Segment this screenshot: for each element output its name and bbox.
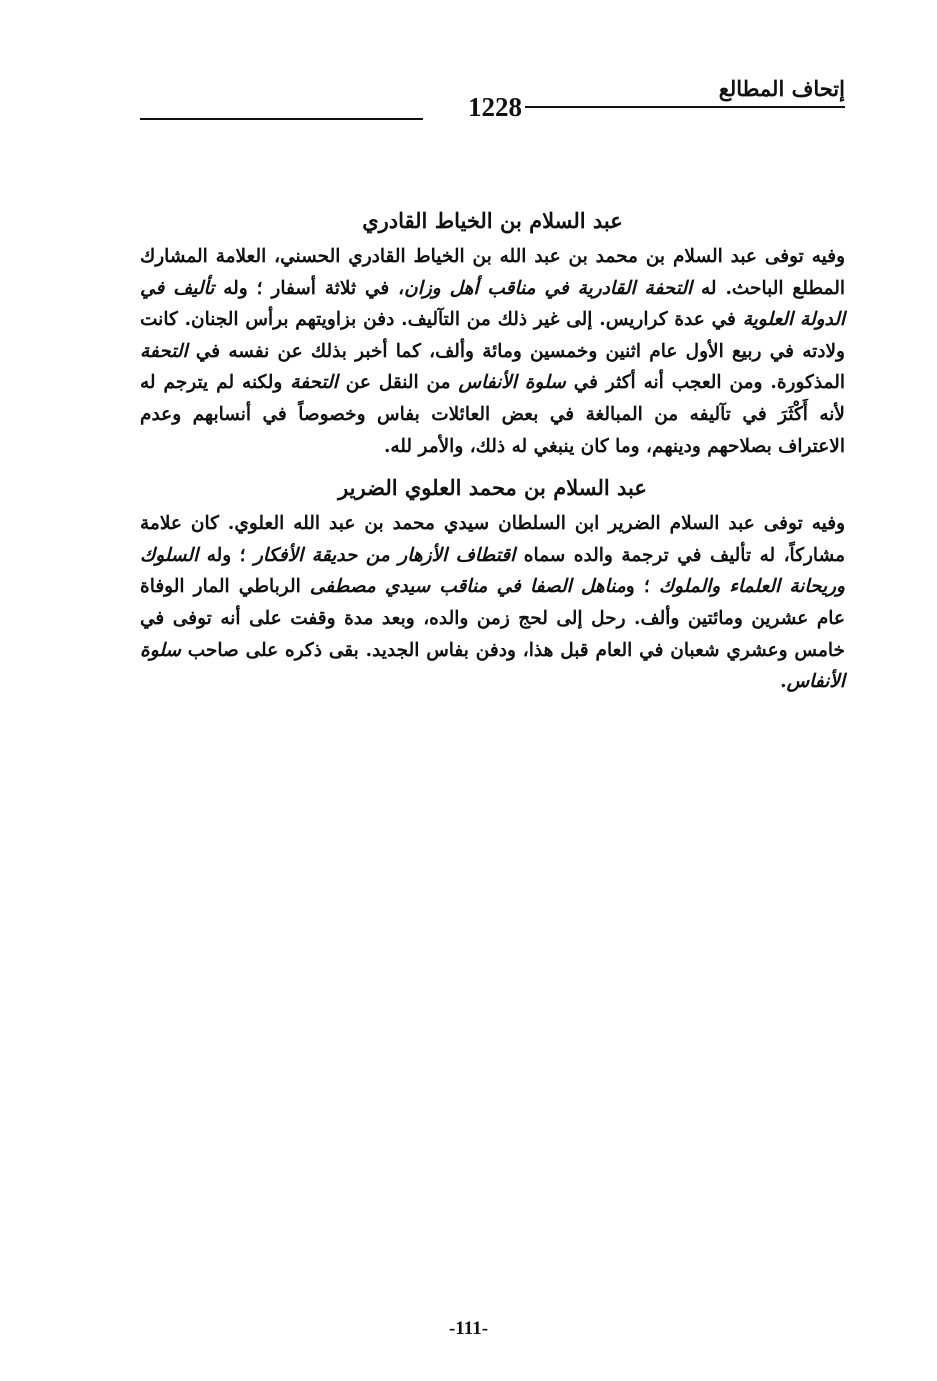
text-run: في عدة كراريس. إلى غير ذلك من التآليف. دفن بزاويتهم برأس الجنان. كانت ولادته في ربيع الأول عام اثنين وخمسين ومائة وألف، كما أخبر بذلك عن نفسه في <box>140 309 845 362</box>
book-title-ref: سلوة الأنفاس <box>458 372 566 394</box>
entry-title: عبد السلام بن الخياط القادري <box>362 208 623 233</box>
text-run: المذكورة. ومن العجب أنه أكثر في <box>565 372 846 394</box>
page-header <box>140 70 845 130</box>
book-title-ref: تأليف في الدولة العلوية <box>140 277 845 331</box>
text-run: ؛ و <box>625 576 659 598</box>
book-title-ref: اقتطاف الأزهار من حديقة الأفكار <box>254 544 516 566</box>
header-rule-right <box>525 106 845 108</box>
page-number: 1228 <box>468 92 522 122</box>
book-title-ref: التحفة <box>140 340 188 362</box>
entry-title: عبد السلام بن محمد العلوي الضرير <box>338 475 647 501</box>
book-title-ref: التحفة <box>290 372 338 394</box>
text-run: ، في ثلاثة أسفار ؛ وله <box>214 277 405 299</box>
book-title-ref: مناهل الصفا في مناقب سيدي مصطفى <box>309 576 626 598</box>
book-title-ref: التحفة القادرية في مناقب أهل وزان <box>404 277 693 299</box>
text-run: وفيه توفى عبد السلام بن محمد بن عبد الله بن الخياط القادري الحسني، العلامة المشارك المطلع الباحث. له <box>140 246 846 299</box>
text-run: ؛ وله <box>198 544 254 566</box>
entry-body <box>140 241 845 462</box>
text-run: ولكنه لم يترجم له لأنه أَكْثَرَ في تآليفه من المبالغة في بعض العائلات بفاس وخصوصاً في أنسابهم وعدم الاعتراف بصلاحهم ودينهم، وما كان ينبغي له ذلك، والأمر لله. <box>140 372 845 457</box>
text-run: الرباطي المار الوفاة عام عشرين ومائتين وألف. رحل إلى لحج زمن والده، وبعد مدة وقفت على أنه توفى في خامس وعشري شعبان في العام قبل هذا، ودفن بفاس الجديد. بقى ذكره على صاحب <box>140 576 845 661</box>
text-run: وفيه توفى عبد السلام الضرير ابن السلطان سيدي محمد بن عبد الله العلوي. كان علامة مشاركاً، له تأليف في ترجمة والده سماه <box>140 513 845 566</box>
page-content <box>140 205 845 708</box>
text-run: . <box>780 671 787 693</box>
book-title-ref: سلوة الأنفاس <box>140 639 845 693</box>
text-run: من النقل عن <box>337 372 459 394</box>
running-book-title: إتحاف المطالع <box>718 76 845 101</box>
page-marker: -111- <box>448 1318 489 1339</box>
header-rule-left <box>140 118 423 120</box>
entry-body <box>140 508 845 698</box>
book-title-ref: السلوك وريحانة العلماء والملوك <box>140 544 845 598</box>
